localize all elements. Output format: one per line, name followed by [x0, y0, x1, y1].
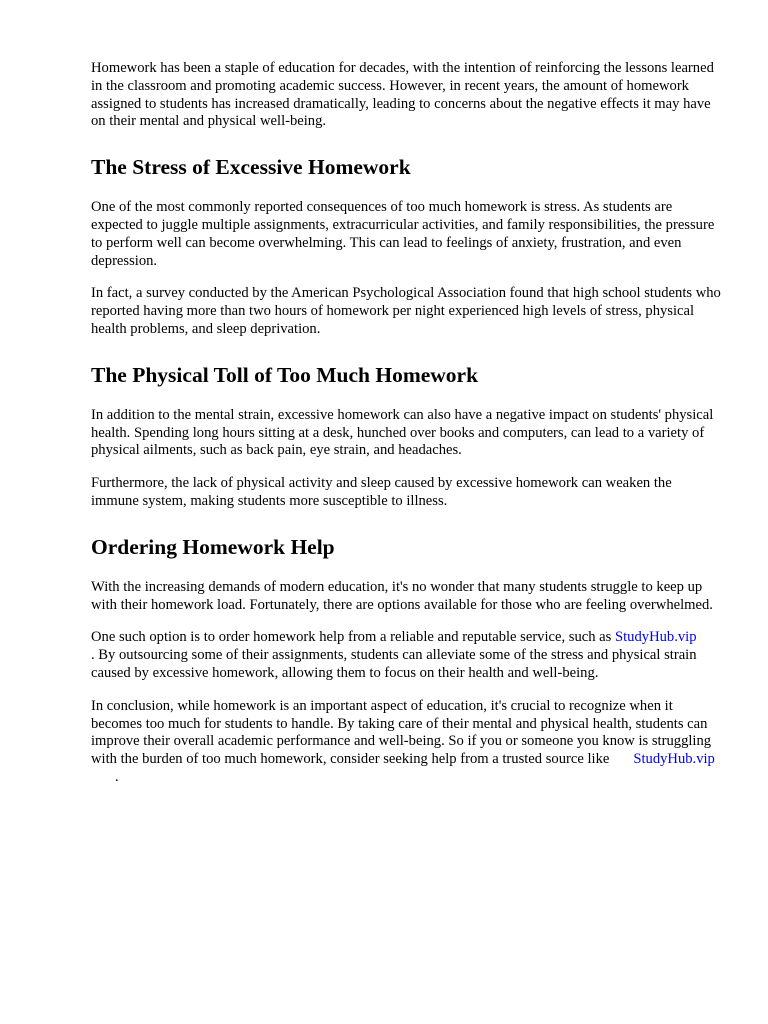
studyhub-link[interactable]: StudyHub.vip — [615, 629, 697, 646]
ordering-text-after: . By outsourcing some of their assignments, students can alleviate some of the stress and physical strain caused by excessive homework, allowing them to focus on their health and well-being. — [91, 647, 697, 681]
section-heading-stress: The Stress of Excessive Homework — [91, 155, 411, 180]
ordering-paragraph-2 — [91, 629, 723, 682]
physical-paragraph-2: Furthermore, the lack of physical activity and sleep caused by excessive homework can weaken the immune system, making students more susceptible to illness. — [91, 475, 672, 509]
ordering-paragraph-1: With the increasing demands of modern education, it's no wonder that many students struggle to keep up with their homework load. Fortunately, there are options available for those who are feeling overwhelmed. — [91, 578, 713, 613]
stress-paragraph-2: In fact, a survey conducted by the American Psychological Association found that high school students who reported having more than two hours of homework per night experienced high levels of stress, physical health problems, and sleep deprivation. — [91, 285, 721, 337]
ordering-text-before: One such option is to order homework help from a reliable and reputable service, such as — [91, 629, 612, 646]
section-heading-physical-toll: The Physical Toll of Too Much Homework — [91, 362, 479, 387]
conclusion-text-after: . — [115, 768, 119, 785]
conclusion-paragraph — [91, 698, 723, 787]
stress-paragraph-1: One of the most commonly reported consequences of too much homework is stress. As students are expected to juggle multiple assignments, extracurricular activities, and family responsibilities, the pressure to perform well can become overwhelming. This can lead to feelings of anxiety, frustration, and even depression. — [91, 199, 715, 269]
physical-paragraph-1: In addition to the mental strain, excessive homework can also have a negative impact on students' physical health. Spending long hours sitting at a desk, hunched over books and computers, can lead to a variety of physical ailments, such as back pain, eye strain, and headaches. — [91, 406, 714, 459]
document-page — [91, 60, 723, 802]
conclusion-text-before: In conclusion, while homework is an important aspect of education, it's crucial to recognize when it becomes too much for students to handle. By taking care of their mental and physical health, students can improve their overall academic performance and well-being. So if you or someone you know is struggling with the burden of too much homework, consider seeking help from a trusted source like — [91, 697, 712, 768]
studyhub-link-conclusion[interactable]: StudyHub.vip — [633, 751, 715, 768]
section-heading-ordering-help: Ordering Homework Help — [91, 534, 335, 559]
intro-paragraph: Homework has been a staple of education for decades, with the intention of reinforcing the lessons learned in the classroom and promoting academic success. However, in recent years, the amount of homework assigned to students has increased dramatically, leading to concerns about the negative effects it may have on their mental and physical well-being. — [91, 60, 714, 130]
